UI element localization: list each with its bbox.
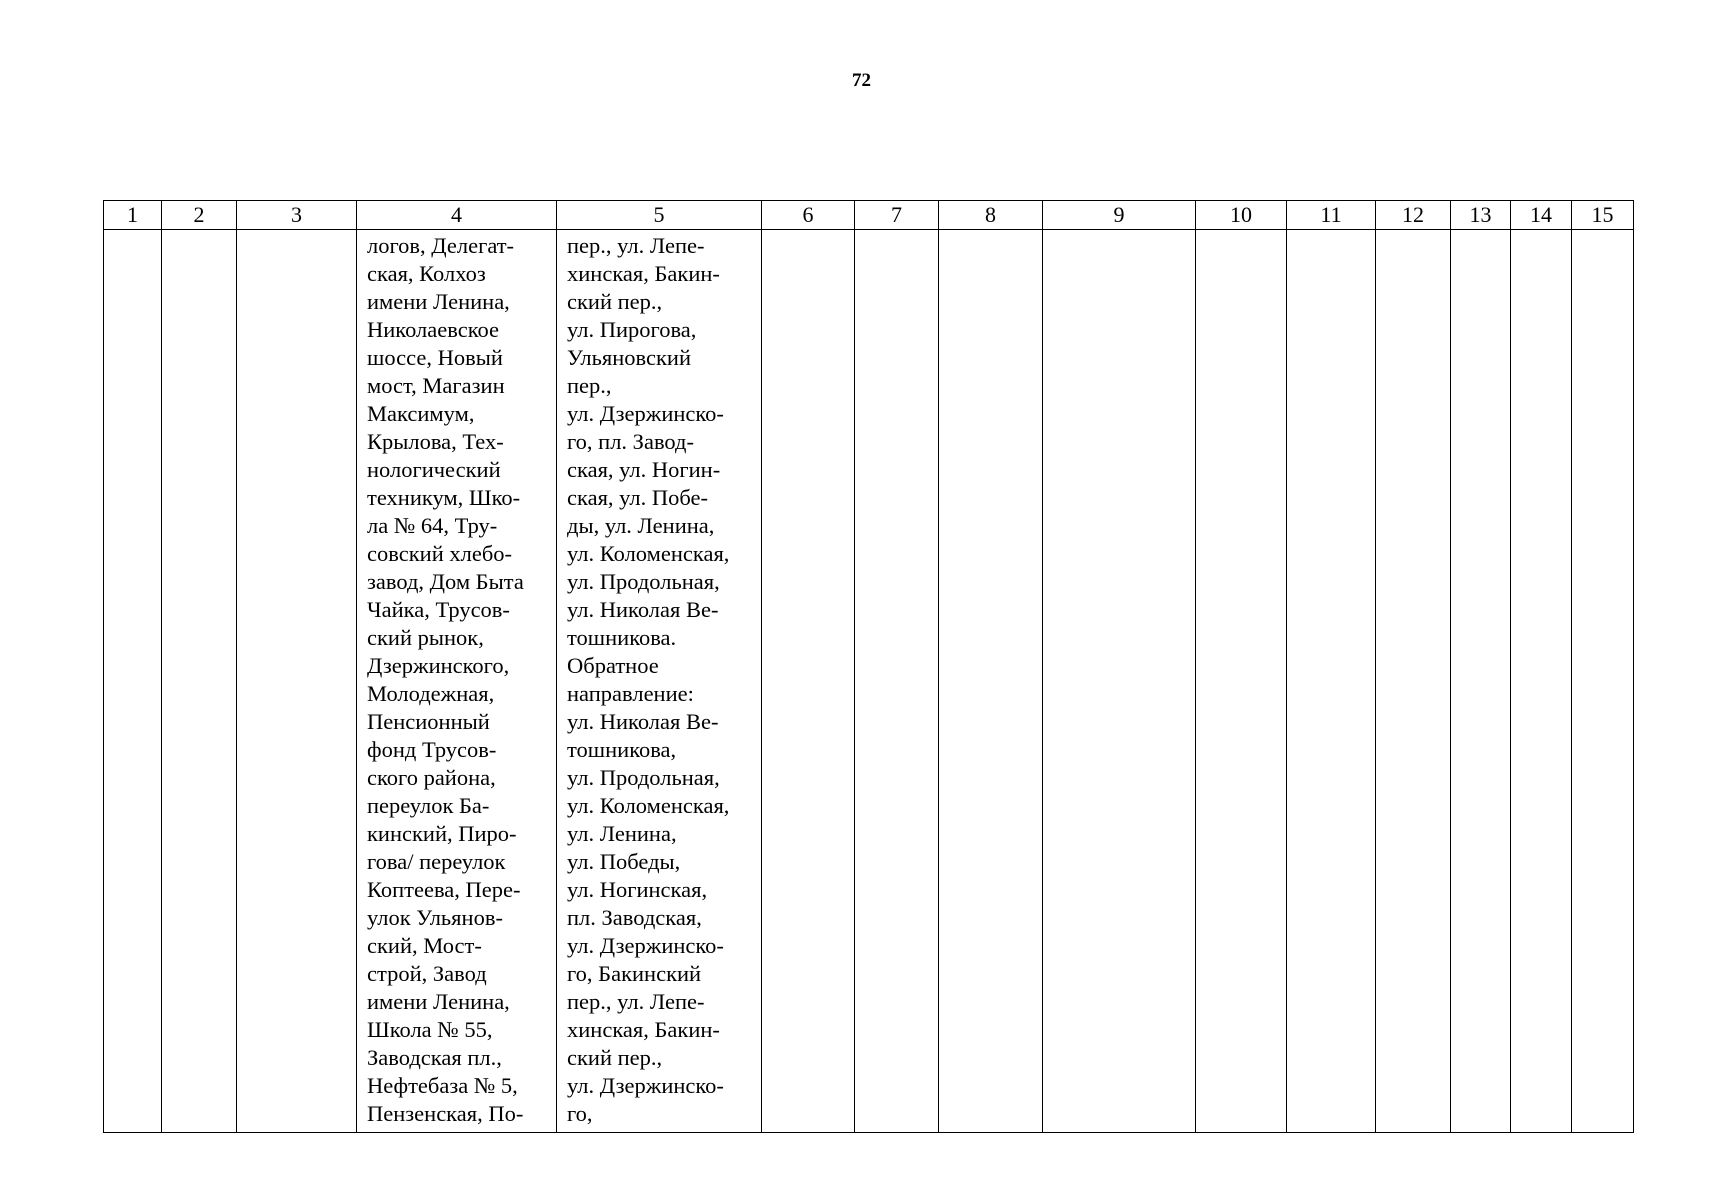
column-header-7: 7: [855, 201, 939, 230]
cell-col-12: [1376, 230, 1451, 1133]
stop-line: Пенсионный: [367, 709, 490, 734]
column-header-6: 6: [762, 201, 855, 230]
stop-line: Дзержинского,: [367, 653, 510, 678]
stop-line: техникум, Шко-: [367, 485, 521, 510]
stop-line: строй, Завод: [367, 961, 487, 986]
cell-col-13: [1451, 230, 1511, 1133]
stop-line: ла № 64, Тру-: [367, 513, 498, 538]
street-line: ский пер.,: [567, 1045, 663, 1070]
stops-list: [357, 230, 556, 1128]
column-header-4: 4: [357, 201, 557, 230]
street-line: хинская, Бакин-: [567, 1017, 720, 1042]
stop-line: имени Ленина,: [367, 989, 510, 1014]
stop-line: Чайка, Трусов-: [367, 597, 510, 622]
stop-line: совский хлебо-: [367, 541, 513, 566]
cell-col-8: [939, 230, 1043, 1133]
cell-col-3: [237, 230, 357, 1133]
stop-line: фонд Трусов-: [367, 737, 497, 762]
column-header-15: 15: [1572, 201, 1634, 230]
stop-line: имени Ленина,: [367, 289, 510, 314]
stop-line: Школа № 55,: [367, 1017, 493, 1042]
cell-col-14: [1511, 230, 1572, 1133]
column-header-9: 9: [1043, 201, 1196, 230]
stop-line: ская, Колхоз: [367, 261, 486, 286]
stop-line: улок Ульянов-: [367, 905, 503, 930]
column-header-5: 5: [557, 201, 762, 230]
street-line: ул. Коломенская,: [567, 793, 730, 818]
stop-line: Николаевское: [367, 317, 500, 342]
cell-col-11: [1287, 230, 1376, 1133]
table-row: [104, 230, 1634, 1133]
street-line: пер., ул. Лепе-: [567, 989, 705, 1014]
street-line: ская, ул. Ногин-: [567, 457, 721, 482]
street-line: го,: [567, 1101, 593, 1126]
street-line: тошникова.: [567, 625, 677, 650]
street-line: ул. Николая Ве-: [567, 597, 719, 622]
stop-line: Нефтебаза № 5,: [367, 1073, 518, 1098]
column-header-13: 13: [1451, 201, 1511, 230]
street-line: ул. Ногинская,: [567, 877, 708, 902]
street-line: ская, ул. Побе-: [567, 485, 709, 510]
column-header-8: 8: [939, 201, 1043, 230]
street-line: ский пер.,: [567, 289, 663, 314]
street-line: тошникова,: [567, 737, 677, 762]
column-header-10: 10: [1196, 201, 1287, 230]
column-header-3: 3: [237, 201, 357, 230]
street-line: го, Бакинский: [567, 961, 702, 986]
cell-col-10: [1196, 230, 1287, 1133]
street-line: го, пл. Завод-: [567, 429, 694, 454]
street-line: хинская, Бакин-: [567, 261, 720, 286]
stop-line: Молодежная,: [367, 681, 495, 706]
cell-col-5: [557, 230, 762, 1133]
cell-col-1: [104, 230, 162, 1133]
stop-line: ского района,: [367, 765, 496, 790]
streets-list: [557, 230, 761, 1128]
street-line: Обратное: [567, 653, 659, 678]
stop-line: нологический: [367, 457, 501, 482]
street-line: направление:: [567, 681, 694, 706]
street-line: Ульяновский: [567, 345, 692, 370]
street-line: ды, ул. Ленина,: [567, 513, 715, 538]
street-line: пер., ул. Лепе-: [567, 233, 705, 258]
route-table: [103, 200, 1634, 1133]
column-header-12: 12: [1376, 201, 1451, 230]
stop-line: переулок Ба-: [367, 793, 490, 818]
cell-col-4: [357, 230, 557, 1133]
stop-line: Максимум,: [367, 401, 475, 426]
cell-col-6: [762, 230, 855, 1133]
street-line: ул. Пирогова,: [567, 317, 697, 342]
street-line: ул. Николая Ве-: [567, 709, 719, 734]
street-line: пл. Заводская,: [567, 905, 702, 930]
stop-line: мост, Магазин: [367, 373, 505, 398]
column-header-1: 1: [104, 201, 162, 230]
page-number: 72: [852, 70, 871, 91]
cell-col-7: [855, 230, 939, 1133]
stop-line: завод, Дом Быта: [367, 569, 524, 594]
street-line: ул. Коломенская,: [567, 541, 730, 566]
stop-line: Заводская пл.,: [367, 1045, 502, 1070]
street-line: ул. Ленина,: [567, 821, 677, 846]
street-line: ул. Дзержинско-: [567, 401, 724, 426]
cell-col-15: [1572, 230, 1634, 1133]
column-header-2: 2: [162, 201, 237, 230]
street-line: ул. Дзержинско-: [567, 1073, 724, 1098]
stop-line: шоссе, Новый: [367, 345, 503, 370]
cell-col-9: [1043, 230, 1196, 1133]
column-header-11: 11: [1287, 201, 1376, 230]
street-line: ул. Дзержинско-: [567, 933, 724, 958]
stop-line: Крылова, Тех-: [367, 429, 504, 454]
street-line: ул. Продольная,: [567, 569, 720, 594]
stop-line: ский рынок,: [367, 625, 484, 650]
stop-line: гова/ переулок: [367, 849, 506, 874]
column-header-14: 14: [1511, 201, 1572, 230]
street-line: пер.,: [567, 373, 612, 398]
street-line: ул. Победы,: [567, 849, 681, 874]
header-row: [104, 201, 1634, 230]
stop-line: ский, Мост-: [367, 933, 482, 958]
stop-line: кинский, Пиро-: [367, 821, 517, 846]
stop-line: Пензенская, По-: [367, 1101, 524, 1126]
stop-line: логов, Делегат-: [367, 233, 515, 258]
street-line: ул. Продольная,: [567, 765, 720, 790]
stop-line: Коптеева, Пере-: [367, 877, 521, 902]
cell-col-2: [162, 230, 237, 1133]
